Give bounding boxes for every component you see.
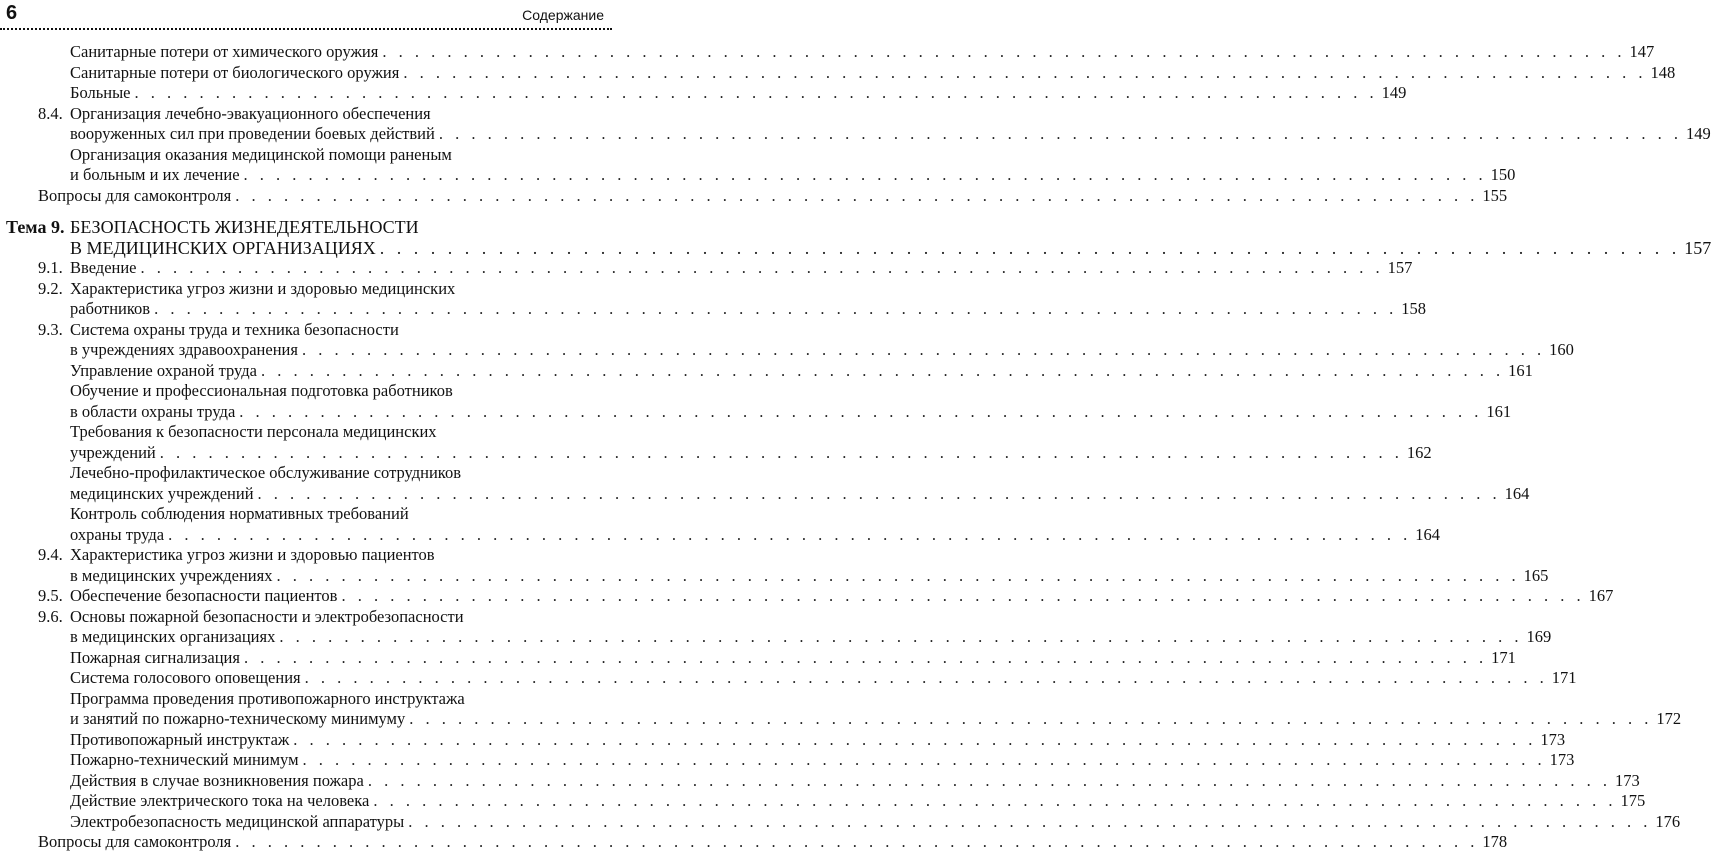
dot-leader: . . . . . . . . . . . . . . . . . . . . . . . . . . . . . . . . . . . . . . . . . . . . . . . . . . . . . . . . . . . . . . . . . . . . . . . . . . . . . (279, 627, 1523, 646)
toc-entry (0, 647, 1516, 669)
section-number: 9.2. (38, 278, 63, 298)
toc-entry (0, 62, 1676, 84)
topic-label: Тема 9. (6, 217, 65, 237)
entry-title-line: Система охраны труда и техника безопасности (70, 319, 399, 339)
entry-title-line: Обучение и профессиональная подготовка работников (70, 381, 453, 400)
toc-entry (0, 545, 1549, 586)
toc-entry (0, 750, 1575, 771)
toc-entry (0, 463, 1530, 504)
toc-entry (0, 770, 1640, 792)
toc-entry (0, 360, 1533, 382)
entry-page-number: 167 (1588, 586, 1614, 605)
dot-leader: . . . . . . . . . . . . . . . . . . . . . . . . . . . . . . . . . . . . . . . . . . . . . . . . . . . . . . . . . . . . . . . . . . . . . . . . . . . . . (367, 770, 1611, 790)
entry-page-number: 173 (1549, 750, 1575, 769)
entry-title-line: в учреждениях здравоохранения (70, 340, 298, 359)
entry-page-number: 175 (1620, 791, 1646, 810)
toc-entry (0, 832, 1508, 853)
entry-title-line: медицинских учреждений (70, 483, 254, 503)
toc-entry (0, 504, 1440, 545)
dot-leader: . . . . . . . . . . . . . . . . . . . . . . . . . . . . . . . . . . . . . . . . . . . . . . . . . . . . . . . . . . . . . . . . . . . . . . . . . . . . . (379, 237, 1681, 258)
section-number: 9.6. (38, 606, 63, 626)
dot-leader: . . . . . . . . . . . . . . . . . . . . . . . . . . . . . . . . . . . . . . . . . . . . . . . . . . . . . . . . . . . . . . . . . . . . . . . . . . . . . (293, 729, 1537, 749)
topic-heading (0, 217, 1712, 258)
entry-page-number: 173 (1540, 729, 1566, 749)
dot-leader: . . . . . . . . . . . . . . . . . . . . . . . . . . . . . . . . . . . . . . . . . . . . . . . . . . . . . . . . . . . . . . . . . . . . . . . . . . . . . (409, 709, 1653, 728)
dot-leader: . . . . . . . . . . . . . . . . . . . . . . . . . . . . . . . . . . . . . . . . . . . . . . . . . . . . . . . . . . . . . . . . . . . . . . . . . . . . . (304, 668, 1548, 687)
entry-page-number: 157 (1387, 258, 1413, 277)
entry-page-number: 164 (1415, 524, 1440, 544)
section-gap (0, 206, 612, 217)
entry-title-line: Пожарно-технический минимум (70, 750, 299, 769)
entry-title-line: Требования к безопасности персонала медицинских (70, 422, 437, 441)
section-number: 8.4. (38, 103, 63, 123)
entry-title-line: Противопожарный инструктаж (70, 729, 290, 749)
entry-page-number: 173 (1614, 770, 1640, 790)
entry-page-number: 149 (1685, 124, 1711, 143)
entry-page-number: 149 (1381, 83, 1407, 102)
page-header (0, 0, 612, 38)
entry-page-number: 150 (1490, 165, 1516, 184)
dot-leader: . . . . . . . . . . . . . . . . . . . . . . . . . . . . . . . . . . . . . . . . . . . . . . . . . . . . . . . . . . . . . . . . . . . . . . . . . . . . . (373, 791, 1617, 810)
entry-title-line: Управление охраной труда (70, 360, 257, 380)
entry-title-line: Основы пожарной безопасности и электробезопасности (70, 606, 464, 626)
entry-title-line: Действия в случае возникновения пожара (70, 770, 364, 790)
dot-leader: . . . . . . . . . . . . . . . . . . . . . . . . . . . . . . . . . . . . . . . . . . . . . . . . . . . . . . . . . . . . . . . . . . . . . . . . . . . . . (302, 750, 1546, 769)
toc-entry (0, 42, 1655, 63)
entry-title-line: Санитарные потери от химического оружия (70, 42, 379, 61)
toc-entry (0, 606, 1552, 648)
dot-leader: . . . . . . . . . . . . . . . . . . . . . . . . . . . . . . . . . . . . . . . . . . . . . . . . . . . . . . . . . . . . . . . . . . . . . . . . . . . . . (382, 42, 1626, 61)
entry-title-line: Характеристика угроз жизни и здоровью пациентов (70, 545, 435, 564)
dot-leader: . . . . . . . . . . . . . . . . . . . . . . . . . . . . . . . . . . . . . . . . . . . . . . . . . . . . . . . . . . . . . . . . . . . . . . . . . . . . . (134, 83, 1378, 102)
dot-leader: . . . . . . . . . . . . . . . . . . . . . . . . . . . . . . . . . . . . . . . . . . . . . . . . . . . . . . . . . . . . . . . . . . . . . . . . . . . . . (243, 165, 1487, 184)
entry-title-line: Организация лечебно-эвакуационного обеспечения (70, 103, 431, 123)
toc-entry (0, 103, 1711, 145)
toc-section-before (0, 42, 1711, 206)
dot-leader: . . . . . . . . . . . . . . . . . . . . . . . . . . . . . . . . . . . . . . . . . . . . . . . . . . . . . . . . . . . . . . . . . . . . . . . . . . . . . (403, 62, 1647, 82)
entry-title-line: Больные (70, 83, 131, 102)
section-number: 9.4. (38, 545, 63, 564)
entry-title-line: Контроль соблюдения нормативных требований (70, 504, 409, 523)
entry-title-line: и занятий по пожарно-техническому минимуму (70, 709, 406, 728)
dot-leader: . . . . . . . . . . . . . . . . . . . . . . . . . . . . . . . . . . . . . . . . . . . . . . . . . . . . . . . . . . . . . . . . . . . . . . . . . . . . . (168, 524, 1412, 544)
entry-page-number: 162 (1406, 442, 1432, 462)
entry-title-line: Санитарные потери от биологического оружия (70, 62, 400, 82)
section-number: 9.5. (38, 586, 63, 605)
dot-leader: . . . . . . . . . . . . . . . . . . . . . . . . . . . . . . . . . . . . . . . . . . . . . . . . . . . . . . . . . . . . . . . . . . . . . . . . . . . . . (260, 360, 1505, 380)
entry-title-line: учреждений (70, 442, 156, 462)
entry-title-line: Система голосового оповещения (70, 668, 301, 687)
entry-title-line: Вопросы для самоконтроля (38, 185, 232, 205)
table-of-contents (0, 42, 1712, 853)
entry-page-number: 178 (1482, 832, 1508, 851)
entry-title-line: вооруженных сил при проведении боевых действий (70, 124, 435, 143)
page-number: 6 (6, 2, 18, 24)
entry-page-number: 160 (1549, 340, 1574, 359)
entry-page-number: 172 (1656, 709, 1682, 728)
toc-entry (0, 217, 1712, 258)
toc-entry (0, 278, 1426, 320)
toc-entry (0, 811, 1681, 833)
entry-title-line: Электробезопасность медицинской аппаратуры (70, 811, 405, 831)
dot-leader: . . . . . . . . . . . . . . . . . . . . . . . . . . . . . . . . . . . . . . . . . . . . . . . . . . . . . . . . . . . . . . . . . . . . . . . . . . . . . (140, 258, 1384, 277)
entry-title-line: Лечебно-профилактическое обслуживание сотрудников (70, 463, 462, 482)
toc-entry (0, 791, 1646, 812)
entry-page-number: 155 (1482, 185, 1508, 205)
entry-page-number: 169 (1526, 627, 1552, 646)
entry-title-line: В МЕДИЦИНСКИХ ОРГАНИЗАЦИЯХ (70, 237, 376, 258)
entry-title-line: Пожарная сигнализация (70, 647, 240, 667)
entry-title-line: Характеристика угроз жизни и здоровью медицинских (70, 278, 456, 298)
section-number: 9.1. (38, 258, 63, 277)
entry-title-line: Программа проведения противопожарного инструктажа (70, 688, 465, 708)
dot-leader: . . . . . . . . . . . . . . . . . . . . . . . . . . . . . . . . . . . . . . . . . . . . . . . . . . . . . . . . . . . . . . . . . . . . . . . . . . . . . (235, 185, 1479, 205)
entry-page-number: 165 (1523, 565, 1549, 585)
entry-title-line: в медицинских организациях (70, 627, 276, 646)
entry-page-number: 161 (1486, 401, 1512, 421)
entry-title-line: в области охраны труда (70, 401, 236, 421)
dot-leader: . . . . . . . . . . . . . . . . . . . . . . . . . . . . . . . . . . . . . . . . . . . . . . . . . . . . . . . . . . . . . . . . . . . . . . . . . . . . . (408, 811, 1652, 831)
toc-entry (0, 586, 1614, 607)
toc-entry (0, 422, 1432, 463)
entry-title-line: БЕЗОПАСНОСТЬ ЖИЗНЕДЕЯТЕЛЬНОСТИ (70, 217, 419, 237)
toc-entry (0, 185, 1508, 207)
entry-title-line: Действие электрического тока на человека (70, 791, 370, 810)
toc-entry (0, 668, 1577, 689)
toc-entry (0, 381, 1512, 422)
entry-page-number: 176 (1655, 811, 1681, 831)
dot-leader: . . . . . . . . . . . . . . . . . . . . . . . . . . . . . . . . . . . . . . . . . . . . . . . . . . . . . . . . . . . . . . . . . . . . . . . . . . . . . (243, 647, 1488, 667)
toc-entry (0, 688, 1682, 730)
entry-page-number: 148 (1650, 62, 1676, 82)
entry-title-line: Организация оказания медицинской помощи раненым (70, 144, 452, 164)
entry-page-number: 147 (1629, 42, 1655, 61)
toc-entry (0, 319, 1574, 361)
dot-leader: . . . . . . . . . . . . . . . . . . . . . . . . . . . . . . . . . . . . . . . . . . . . . . . . . . . . . . . . . . . . . . . . . . . . . . . . . . . . . (276, 565, 1520, 585)
running-title: Содержание (522, 7, 604, 23)
entry-title-line: в медицинских учреждениях (70, 565, 273, 585)
dot-leader: . . . . . . . . . . . . . . . . . . . . . . . . . . . . . . . . . . . . . . . . . . . . . . . . . . . . . . . . . . . . . . . . . . . . . . . . . . . . . (154, 299, 1398, 318)
entry-page-number: 171 (1491, 647, 1516, 667)
dot-leader: . . . . . . . . . . . . . . . . . . . . . . . . . . . . . . . . . . . . . . . . . . . . . . . . . . . . . . . . . . . . . . . . . . . . . . . . . . . . . (239, 401, 1483, 421)
section-number: 9.3. (38, 319, 63, 339)
entry-page-number: 161 (1508, 360, 1533, 380)
dot-leader: . . . . . . . . . . . . . . . . . . . . . . . . . . . . . . . . . . . . . . . . . . . . . . . . . . . . . . . . . . . . . . . . . . . . . . . . . . . . . (438, 124, 1682, 143)
dot-leader: . . . . . . . . . . . . . . . . . . . . . . . . . . . . . . . . . . . . . . . . . . . . . . . . . . . . . . . . . . . . . . . . . . . . . . . . . . . . . (301, 340, 1546, 359)
entry-title-line: Вопросы для самоконтроля (38, 832, 232, 851)
dot-leader: . . . . . . . . . . . . . . . . . . . . . . . . . . . . . . . . . . . . . . . . . . . . . . . . . . . . . . . . . . . . . . . . . . . . . . . . . . . . . (257, 483, 1501, 503)
dot-leader: . . . . . . . . . . . . . . . . . . . . . . . . . . . . . . . . . . . . . . . . . . . . . . . . . . . . . . . . . . . . . . . . . . . . . . . . . . . . . (235, 832, 1479, 851)
toc-entry (0, 83, 1407, 104)
entry-title-line: Введение (70, 258, 137, 277)
toc-entry (0, 258, 1413, 279)
entry-page-number: 158 (1401, 299, 1426, 318)
dot-leader: . . . . . . . . . . . . . . . . . . . . . . . . . . . . . . . . . . . . . . . . . . . . . . . . . . . . . . . . . . . . . . . . . . . . . . . . . . . . . (341, 586, 1585, 605)
entry-title-line: охраны труда (70, 524, 165, 544)
toc-entry (0, 144, 1516, 186)
entry-title-line: Обеспечение безопасности пациентов (70, 586, 338, 605)
toc-entry (0, 729, 1566, 751)
toc-section-after (0, 258, 1682, 853)
dot-leader: . . . . . . . . . . . . . . . . . . . . . . . . . . . . . . . . . . . . . . . . . . . . . . . . . . . . . . . . . . . . . . . . . . . . . . . . . . . . . (159, 442, 1403, 462)
entry-page-number: 157 (1684, 237, 1712, 258)
entry-page-number: 164 (1504, 483, 1530, 503)
entry-page-number: 171 (1551, 668, 1577, 687)
header-rule (0, 28, 612, 30)
entry-title-line: работников (70, 299, 151, 318)
entry-title-line: и больным и их лечение (70, 165, 240, 184)
